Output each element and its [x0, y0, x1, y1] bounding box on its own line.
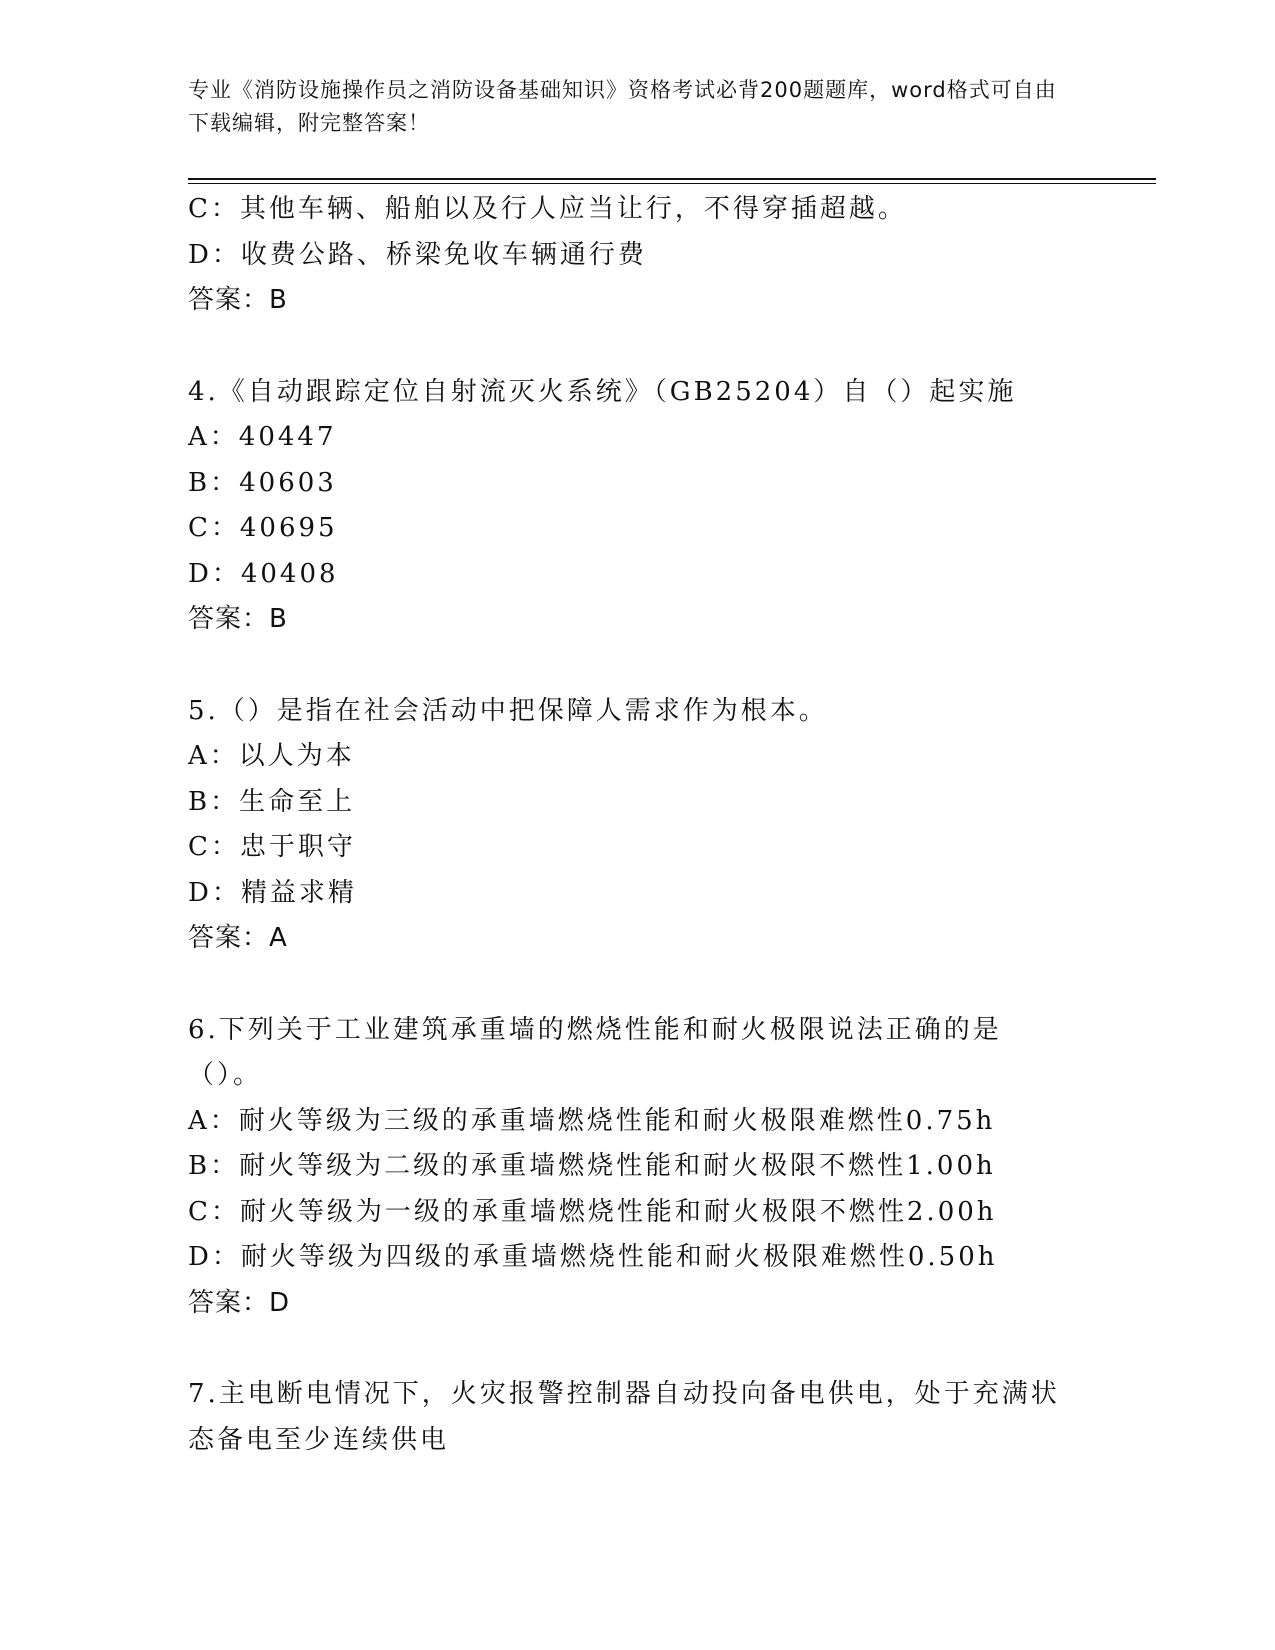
answer: 答案：B	[188, 285, 288, 315]
question-list	[188, 187, 1128, 1463]
option-b: B：耐火等级为二级的承重墙燃烧性能和耐火极限不燃性1.00h	[188, 1151, 996, 1181]
header-rule-thin	[188, 183, 1156, 184]
option-a: A：以人为本	[188, 741, 355, 771]
question-stem: 7.主电断电情况下，火灾报警控制器自动投向备电供电，处于充满状态备电至少连续供电	[188, 1379, 1060, 1455]
option-d: D：40408	[188, 558, 339, 589]
option-c: C：40695	[188, 513, 338, 543]
option-b: B：生命至上	[188, 786, 356, 817]
spacer	[188, 1326, 1128, 1372]
question-5	[188, 689, 1128, 962]
question-stem: 4.《自动跟踪定位自射流灭火系统》（GB25204）自（）起实施	[188, 376, 1017, 407]
question-3-tail	[188, 187, 1128, 324]
answer: 答案：B	[188, 604, 288, 634]
option-c: C：忠于职守	[188, 832, 356, 862]
question-6	[188, 1008, 1128, 1327]
question-stem: 6.下列关于工业建筑承重墙的燃烧性能和耐火极限说法正确的是（）。	[188, 1014, 1002, 1090]
question-4	[188, 370, 1128, 643]
option-c: C：耐火等级为一级的承重墙燃烧性能和耐火极限不燃性2.00h	[188, 1196, 997, 1227]
document-header: 专业《消防设施操作员之消防设备基础知识》资格考试必背200题题库，word格式可自由下载编辑，附完整答案！	[188, 78, 1057, 135]
option-d: D：耐火等级为四级的承重墙燃烧性能和耐火极限难燃性0.50h	[188, 1242, 998, 1272]
spacer	[188, 324, 1128, 370]
question-stem: 5.（）是指在社会活动中把保障人需求作为根本。	[188, 695, 828, 726]
spacer	[188, 962, 1128, 1008]
option-d: D：收费公路、桥梁免收车辆通行费	[188, 239, 647, 270]
answer: 答案：D	[188, 1287, 291, 1318]
option-d: D：精益求精	[188, 877, 357, 908]
option-c: C：其他车辆、船舶以及行人应当让行，不得穿插超越。	[188, 194, 907, 224]
header-rule-thick	[188, 178, 1156, 180]
option-a: A：40447	[188, 422, 337, 452]
option-a: A：耐火等级为三级的承重墙燃烧性能和耐火极限难燃性0.75h	[188, 1105, 996, 1136]
answer: 答案：A	[188, 923, 288, 953]
option-b: B：40603	[188, 467, 337, 498]
question-7	[188, 1372, 1128, 1463]
spacer	[188, 643, 1128, 689]
